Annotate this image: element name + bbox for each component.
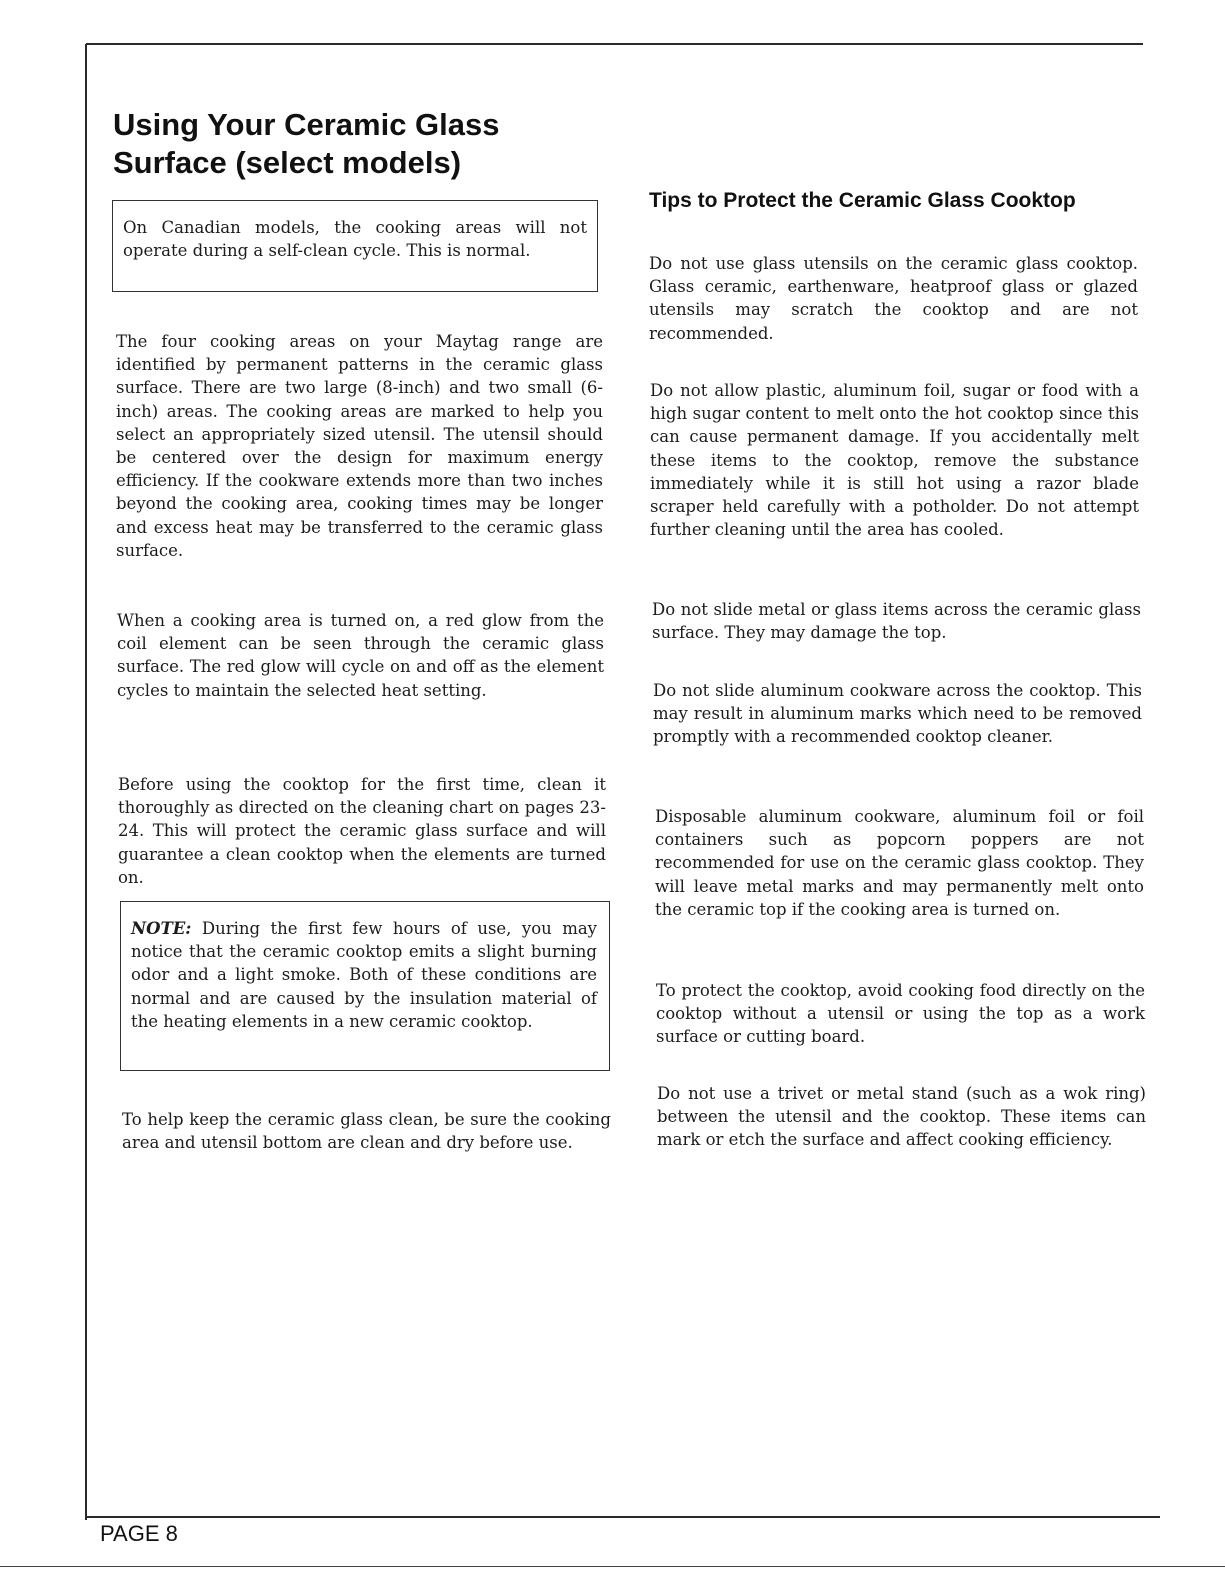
tip-disposable-aluminum: Disposable aluminum cookware, aluminum foil or foil containers such as popcorn poppers are not recommended for use on the ceramic glass cooktop. They will leave metal marks and may permanently melt onto the ceramic top if the cooking area is turned on. <box>655 807 1144 919</box>
canadian-note-box <box>112 200 598 292</box>
page-title: Using Your Ceramic Glass Surface (select models) <box>113 107 500 180</box>
note-label: NOTE: <box>131 919 192 938</box>
bottom-rule <box>86 1516 1160 1518</box>
keep-clean-paragraph: To help keep the ceramic glass clean, be sure the cooking area and utensil bottom are clean and dry before use. <box>122 1110 611 1153</box>
tips-heading: Tips to Protect the Ceramic Glass Cooktop <box>649 189 1076 212</box>
tip-trivet: Do not use a trivet or metal stand (such as a wok ring) between the utensil and the cooktop. These items can mark or etch the surface and affect cooking efficiency. <box>657 1084 1146 1150</box>
tip-aluminum-cookware: Do not slide aluminum cookware across the cooktop. This may result in aluminum marks which need to be removed promptly with a recommended cooktop cleaner. <box>653 681 1142 747</box>
note-paragraph <box>131 917 597 1033</box>
tip-melting-items: Do not allow plastic, aluminum foil, sugar or food with a high sugar content to melt onto the hot cooktop since this can cause permanent damage. If you accidentally melt these items to the cooktop, remove the substance immediately while it is still hot using a razor blade scraper held carefully with a potholder. Do not attempt further cleaning until the area has cooled. <box>650 381 1139 540</box>
footer-rule <box>0 1566 1225 1567</box>
page-number: PAGE 8 <box>100 1521 178 1546</box>
cooking-areas-paragraph: The four cooking areas on your Maytag range are identified by permanent patterns in the ceramic glass surface. There are two large (8-inch) and two small (6-inch) areas. The cooking areas are marked to help you select an appropriately sized utensil. The utensil should be centered over the design for maximum energy efficiency. If the cookware extends more than two inches beyond the cooking area, cooking times may be longer and excess heat may be transferred to the ceramic glass surface. <box>116 332 603 560</box>
left-rule <box>85 44 87 1520</box>
note-text: During the first few hours of use, you may notice that the ceramic cooktop emits a slight burning odor and a light smoke. Both of these conditions are normal and are caused by the insulation material of the heating elements in a new ceramic cooktop. <box>131 919 597 1031</box>
tip-protect-cooktop: To protect the cooktop, avoid cooking food directly on the cooktop without a utensil or using the top as a work surface or cutting board. <box>656 981 1145 1047</box>
first-use-paragraph: Before using the cooktop for the first time, clean it thoroughly as directed on the cleaning chart on pages 23-24. This will protect the ceramic glass surface and will guarantee a clean cooktop when the elements are turned on. <box>118 775 606 887</box>
tip-glass-utensils: Do not use glass utensils on the ceramic glass cooktop. Glass ceramic, earthenware, heatproof glass or glazed utensils may scratch the cooktop and are not recommended. <box>649 254 1138 343</box>
note-box <box>120 901 610 1071</box>
tip-metal-glass-sliding: Do not slide metal or glass items across the ceramic glass surface. They may damage the top. <box>652 600 1141 643</box>
top-rule <box>86 43 1143 45</box>
canadian-note-text: On Canadian models, the cooking areas will not operate during a self-clean cycle. This is normal. <box>123 218 587 261</box>
red-glow-paragraph: When a cooking area is turned on, a red glow from the coil element can be seen through the ceramic glass surface. The red glow will cycle on and off as the element cycles to maintain the selected heat setting. <box>117 611 604 700</box>
